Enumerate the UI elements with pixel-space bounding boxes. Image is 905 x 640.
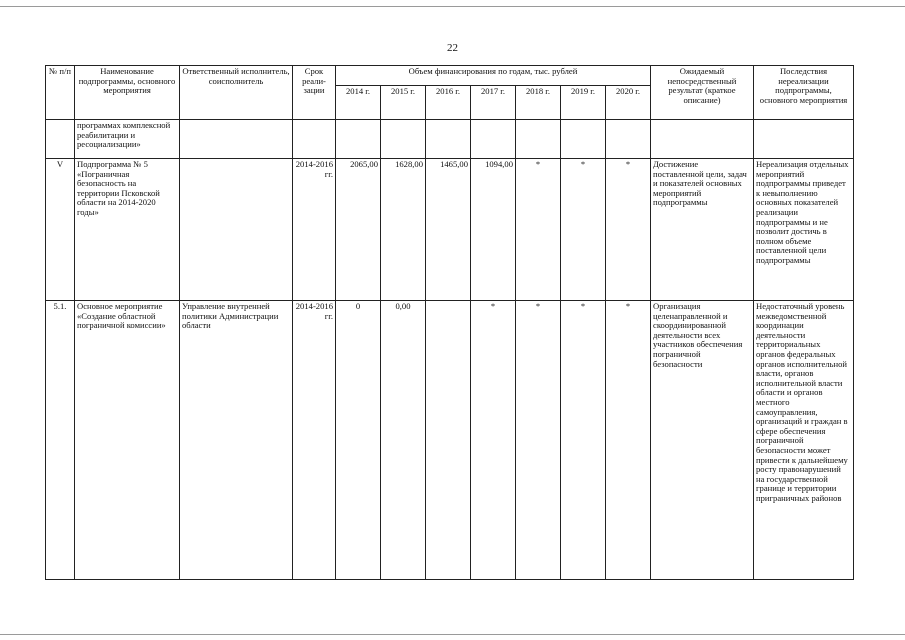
header-name: Наименование подпрограммы, основного мероприятия xyxy=(75,66,180,120)
row-num xyxy=(46,120,75,159)
row-value: * xyxy=(561,159,606,301)
header-year: 2018 г. xyxy=(516,86,561,120)
row-value xyxy=(381,120,426,159)
header-year: 2014 г. xyxy=(336,86,381,120)
row-responsible xyxy=(180,120,293,159)
row-result: Достижение поставленной цели, задач и показателей основных мероприятий подпрограммы xyxy=(651,159,754,301)
row-value xyxy=(336,120,381,159)
header-financing: Объем финансирования по годам, тыс. рублей xyxy=(336,66,651,86)
row-term: 2014-2016 гг. xyxy=(293,159,336,301)
row-name: Основное мероприятие «Создание областной пограничной комиссии» xyxy=(75,301,180,580)
row-value: 2065,00 xyxy=(336,159,381,301)
header-responsible: Ответственный исполнитель, соисполнитель xyxy=(180,66,293,120)
table-row xyxy=(46,301,854,580)
header-year: 2017 г. xyxy=(471,86,516,120)
row-value: 1094,00 xyxy=(471,159,516,301)
row-num: 5.1. xyxy=(46,301,75,580)
header-term: Срок реали-зации xyxy=(293,66,336,120)
header-year: 2019 г. xyxy=(561,86,606,120)
row-value xyxy=(426,301,471,580)
row-responsible: Управление внутренней политики Администрации области xyxy=(180,301,293,580)
row-value: * xyxy=(561,301,606,580)
row-value: 0 xyxy=(336,301,381,580)
row-value xyxy=(471,120,516,159)
row-value xyxy=(561,120,606,159)
page-number: 22 xyxy=(447,42,458,54)
row-value: * xyxy=(516,159,561,301)
row-value: * xyxy=(516,301,561,580)
row-value: 1465,00 xyxy=(426,159,471,301)
row-consequences: Нереализация отдельных мероприятий подпрограммы приведет к невыполнению основных показателей реализации подпрограммы и не позволит достичь в полном объеме поставленной цели подпрограммы xyxy=(754,159,854,301)
row-name: программах комплексной реабилитации и ресоциализации» xyxy=(75,120,180,159)
header-year: 2016 г. xyxy=(426,86,471,120)
table-row xyxy=(46,120,854,159)
header-consequences: Последствия нереализации подпрограммы, основного мероприятия xyxy=(754,66,854,120)
row-consequences: Недостаточный уровень межведомственной координации деятельности территориальных органов федеральных органов исполнительной власти, органов исполнительной власти области и органов местного самоуправления, организаций и граждан в сфере обеспечения пограничной безопасности может привести к дальнейшему росту правонарушений на государственной границе и территории приграничных районов xyxy=(754,301,854,580)
row-result xyxy=(651,120,754,159)
financing-table xyxy=(45,65,854,580)
table-row xyxy=(46,159,854,301)
row-value: * xyxy=(606,159,651,301)
row-result: Организация целенаправленной и скоординированной деятельности всех участников обеспечения пограничной безопасности xyxy=(651,301,754,580)
row-name: Подпрограмма № 5 «Пограничная безопасность на территории Псковской области на 2014-2020 годы» xyxy=(75,159,180,301)
row-value: 1628,00 xyxy=(381,159,426,301)
header-num: № п/п xyxy=(46,66,75,120)
header-year: 2015 г. xyxy=(381,86,426,120)
row-value: * xyxy=(471,301,516,580)
row-consequences xyxy=(754,120,854,159)
row-value xyxy=(516,120,561,159)
header-result: Ожидаемый непосредственный результат (краткое описание) xyxy=(651,66,754,120)
row-term xyxy=(293,120,336,159)
row-value xyxy=(426,120,471,159)
row-num: V xyxy=(46,159,75,301)
scan-edge-bottom xyxy=(0,634,905,635)
row-value xyxy=(606,120,651,159)
row-value: * xyxy=(606,301,651,580)
row-term: 2014-2016 гг. xyxy=(293,301,336,580)
scan-edge-top xyxy=(0,6,905,7)
row-value: 0,00 xyxy=(381,301,426,580)
header-year: 2020 г. xyxy=(606,86,651,120)
row-responsible xyxy=(180,159,293,301)
